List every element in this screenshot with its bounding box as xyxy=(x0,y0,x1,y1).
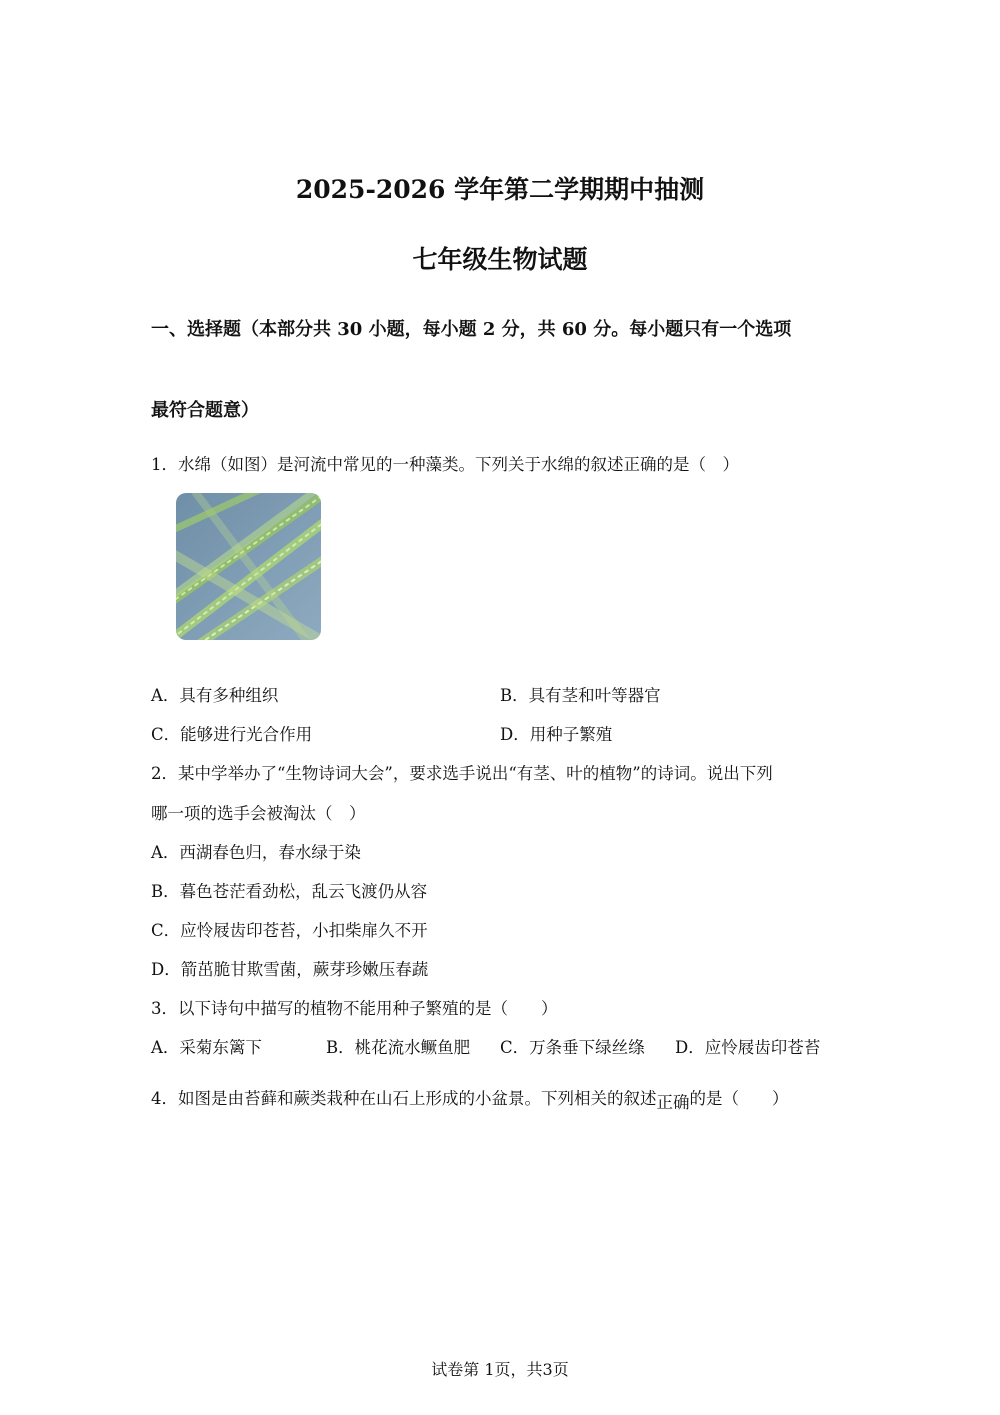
question-4-stem-raised: 正确 xyxy=(656,1093,690,1112)
spirogyra-image xyxy=(176,493,321,640)
question-1-stem: 1．水绵（如图）是河流中常见的一种藻类。下列关于水绵的叙述正确的是（ ） xyxy=(151,455,739,474)
question-1-option-a: A．具有多种组织 xyxy=(151,686,279,705)
question-2-option-d: D．箭茁脆甘欺雪菌，蕨芽珍嫩压春蔬 xyxy=(151,960,429,979)
question-3-option-b: B．桃花流水鳜鱼肥 xyxy=(326,1038,471,1057)
question-4-stem xyxy=(151,1085,789,1112)
question-1-option-d: D．用种子繁殖 xyxy=(500,725,613,744)
question-3-option-c: C．万条垂下绿丝绦 xyxy=(500,1038,645,1057)
exam-subtitle: 七年级生物试题 xyxy=(412,245,588,274)
question-2-stem-line1: 2．某中学举办了“生物诗词大会”，要求选手说出“有茎、叶的植物”的诗词。说出下列 xyxy=(151,764,773,783)
question-1-option-c: C．能够进行光合作用 xyxy=(151,725,313,744)
question-2-option-b: B．暮色苍茫看劲松，乱云飞渡仍从容 xyxy=(151,882,428,901)
question-3-option-a: A．采菊东篱下 xyxy=(151,1038,262,1057)
question-2-option-c: C．应怜屐齿印苍苔，小扣柴扉久不开 xyxy=(151,921,428,940)
page-footer: 试卷第 1页，共3页 xyxy=(431,1360,569,1379)
exam-title: 2025-2026 学年第二学期期中抽测 xyxy=(295,175,705,204)
question-3-option-d: D．应怜屐齿印苍苔 xyxy=(675,1038,821,1057)
section-heading-line2: 最符合题意） xyxy=(151,400,259,421)
question-4-stem-part1: 4．如图是由苔藓和蕨类栽种在山石上形成的小盆景。下列相关的叙述 xyxy=(151,1089,657,1108)
question-1-option-b: B．具有茎和叶等器官 xyxy=(500,686,661,705)
question-2-option-a: A．西湖春色归，春水绿于染 xyxy=(151,843,361,862)
question-4-stem-part2: 的是（ ） xyxy=(689,1089,789,1108)
question-3-stem: 3．以下诗句中描写的植物不能用种子繁殖的是（ ） xyxy=(151,999,558,1018)
question-2-stem-line2: 哪一项的选手会被淘汰（ ） xyxy=(151,804,366,823)
section-heading-line1: 一、选择题（本部分共 30 小题，每小题 2 分，共 60 分。每小题只有一个选项 xyxy=(151,319,792,340)
